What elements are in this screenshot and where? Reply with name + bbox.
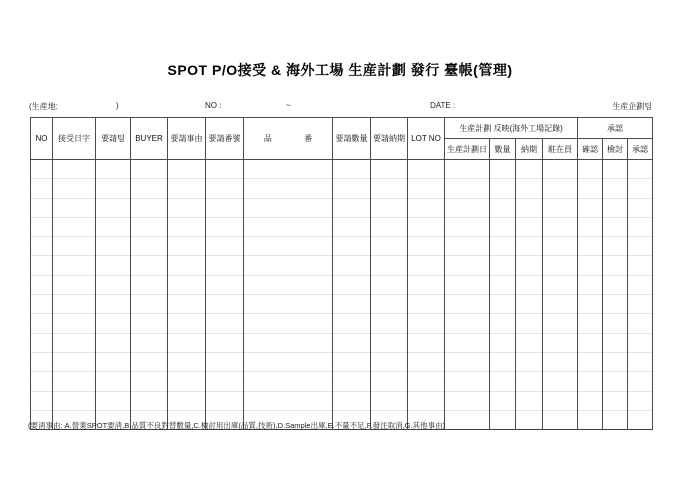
table-cell-empty	[96, 237, 131, 256]
table-cell-empty	[168, 237, 206, 256]
table-cell-empty	[96, 352, 131, 371]
col-header-part-number: 品 番	[244, 118, 333, 160]
table-cell-empty	[53, 352, 96, 371]
table-cell-empty	[244, 198, 333, 217]
table-cell-empty	[578, 198, 603, 217]
table-cell-empty	[516, 295, 543, 314]
table-cell-empty	[371, 179, 408, 198]
table-cell-empty	[31, 372, 53, 391]
table-cell-empty	[490, 256, 516, 275]
table-cell-empty	[578, 372, 603, 391]
table-cell-empty	[371, 391, 408, 410]
table-cell-empty	[333, 160, 371, 179]
table-cell-empty	[543, 352, 578, 371]
table-cell-empty	[96, 217, 131, 236]
col-header-approve: 承認	[628, 139, 653, 160]
col-header-buyer: BUYER	[131, 118, 168, 160]
group-header-production-plan: 生産計劃 反映(海外工場記錄)	[445, 118, 578, 139]
table-cell-empty	[206, 352, 244, 371]
table-cell-empty	[578, 160, 603, 179]
table-cell-empty	[53, 217, 96, 236]
table-cell-empty	[408, 198, 445, 217]
no-label: NO :	[205, 101, 222, 110]
table-cell-empty	[490, 410, 516, 429]
table-cell-empty	[371, 160, 408, 179]
table-cell-empty	[31, 179, 53, 198]
group-header-approval: 承認	[578, 118, 653, 139]
table-cell-empty	[543, 237, 578, 256]
table-cell-empty	[408, 333, 445, 352]
table-cell-empty	[206, 217, 244, 236]
table-row	[31, 352, 653, 371]
table-cell-empty	[490, 352, 516, 371]
table-cell-empty	[490, 372, 516, 391]
table-cell-empty	[168, 275, 206, 294]
table-cell-empty	[31, 352, 53, 371]
table-cell-empty	[96, 198, 131, 217]
col-header-request-qty: 要請數量	[333, 118, 371, 160]
table-cell-empty	[53, 256, 96, 275]
table-cell-empty	[543, 275, 578, 294]
table-cell-empty	[206, 256, 244, 275]
table-cell-empty	[131, 160, 168, 179]
table-cell-empty	[31, 217, 53, 236]
table-cell-empty	[490, 198, 516, 217]
table-cell-empty	[445, 237, 490, 256]
table-cell-empty	[490, 314, 516, 333]
table-cell-empty	[206, 314, 244, 333]
table-cell-empty	[543, 160, 578, 179]
table-cell-empty	[53, 314, 96, 333]
table-cell-empty	[490, 391, 516, 410]
production-site-label: (生産地:	[29, 102, 58, 111]
table-cell-empty	[516, 256, 543, 275]
table-cell-empty	[603, 391, 628, 410]
table-cell-empty	[31, 391, 53, 410]
table-cell-empty	[578, 295, 603, 314]
table-cell-empty	[31, 333, 53, 352]
table-cell-empty	[333, 314, 371, 333]
table-row	[31, 275, 653, 294]
table-cell-empty	[516, 352, 543, 371]
table-cell-empty	[168, 198, 206, 217]
table-cell-empty	[628, 237, 653, 256]
table-cell-empty	[206, 198, 244, 217]
table-cell-empty	[628, 352, 653, 371]
table-cell-empty	[516, 179, 543, 198]
table-cell-empty	[578, 352, 603, 371]
table-cell-empty	[131, 372, 168, 391]
col-header-plan-date: 生産計劃日	[445, 139, 490, 160]
table-cell-empty	[628, 179, 653, 198]
table-cell-empty	[543, 410, 578, 429]
table-cell-empty	[96, 160, 131, 179]
table-cell-empty	[603, 217, 628, 236]
table-cell-empty	[53, 160, 96, 179]
table-cell-empty	[603, 256, 628, 275]
table-cell-empty	[628, 410, 653, 429]
table-cell-empty	[628, 275, 653, 294]
table-cell-empty	[408, 237, 445, 256]
col-header-qty: 數量	[490, 139, 516, 160]
col-header-review: 檢討	[603, 139, 628, 160]
table-cell-empty	[408, 391, 445, 410]
table-cell-empty	[371, 295, 408, 314]
col-header-due: 納期	[516, 139, 543, 160]
table-cell-empty	[31, 160, 53, 179]
table-cell-empty	[628, 314, 653, 333]
table-cell-empty	[445, 391, 490, 410]
table-cell-empty	[516, 237, 543, 256]
table-cell-empty	[333, 275, 371, 294]
table-cell-empty	[445, 217, 490, 236]
table-cell-empty	[31, 237, 53, 256]
dept-label: 生産企劃팀	[612, 102, 652, 111]
table-cell-empty	[168, 217, 206, 236]
table-row	[31, 198, 653, 217]
date-label: DATE :	[430, 101, 456, 110]
col-header-accept-date: 接受日字	[53, 118, 96, 160]
table-cell-empty	[168, 314, 206, 333]
table-cell-empty	[371, 256, 408, 275]
table-cell-empty	[408, 179, 445, 198]
table-cell-empty	[371, 217, 408, 236]
table-cell-empty	[96, 295, 131, 314]
table-cell-empty	[96, 275, 131, 294]
table-cell-empty	[131, 256, 168, 275]
table-cell-empty	[516, 275, 543, 294]
table-cell-empty	[168, 352, 206, 371]
table-cell-empty	[131, 391, 168, 410]
table-cell-empty	[490, 295, 516, 314]
table-cell-empty	[206, 160, 244, 179]
table-cell-empty	[578, 237, 603, 256]
table-cell-empty	[333, 391, 371, 410]
table-cell-empty	[578, 217, 603, 236]
table-cell-empty	[445, 295, 490, 314]
table-cell-empty	[206, 179, 244, 198]
table-cell-empty	[53, 372, 96, 391]
table-cell-empty	[131, 314, 168, 333]
table-cell-empty	[206, 275, 244, 294]
table-row	[31, 237, 653, 256]
table-cell-empty	[516, 217, 543, 236]
table-cell-empty	[333, 198, 371, 217]
table-cell-empty	[516, 333, 543, 352]
table-cell-empty	[628, 391, 653, 410]
col-header-request-number: 要請番號	[206, 118, 244, 160]
table-cell-empty	[31, 275, 53, 294]
table-cell-empty	[516, 160, 543, 179]
table-cell-empty	[131, 237, 168, 256]
col-header-request-due: 要請納期	[371, 118, 408, 160]
table-cell-empty	[168, 295, 206, 314]
table-cell-empty	[244, 237, 333, 256]
table-cell-empty	[333, 256, 371, 275]
table-cell-empty	[516, 372, 543, 391]
table-cell-empty	[408, 256, 445, 275]
table-cell-empty	[96, 256, 131, 275]
table-cell-empty	[408, 314, 445, 333]
table-cell-empty	[578, 179, 603, 198]
table-cell-empty	[603, 314, 628, 333]
table-cell-empty	[244, 352, 333, 371]
table-cell-empty	[628, 160, 653, 179]
table-cell-empty	[96, 314, 131, 333]
table-cell-empty	[408, 275, 445, 294]
table-cell-empty	[371, 237, 408, 256]
table-cell-empty	[131, 275, 168, 294]
footnote: (要淸事由: A.營業SPOT要淸,B.品質不良對替數量,C.檢討用出庫(品質,技術),D.Sample出庫,E.不量不足,F.發注取消,G.其他事由)	[28, 421, 446, 430]
table-cell-empty	[131, 352, 168, 371]
table-cell-empty	[168, 179, 206, 198]
table-cell-empty	[371, 352, 408, 371]
table-cell-empty	[543, 256, 578, 275]
table-cell-empty	[445, 256, 490, 275]
table-cell-empty	[96, 333, 131, 352]
table-cell-empty	[578, 391, 603, 410]
table-cell-empty	[543, 198, 578, 217]
table-cell-empty	[578, 275, 603, 294]
table-row	[31, 256, 653, 275]
table-cell-empty	[408, 160, 445, 179]
table-cell-empty	[445, 372, 490, 391]
table-cell-empty	[516, 314, 543, 333]
table-cell-empty	[543, 179, 578, 198]
table-cell-empty	[168, 372, 206, 391]
col-header-resident: 駐在員	[543, 139, 578, 160]
table-cell-empty	[206, 391, 244, 410]
table-row	[31, 314, 653, 333]
table-cell-empty	[244, 391, 333, 410]
table-cell-empty	[168, 160, 206, 179]
table-cell-empty	[603, 295, 628, 314]
table-cell-empty	[371, 314, 408, 333]
table-cell-empty	[333, 333, 371, 352]
table-header	[31, 118, 653, 160]
table-cell-empty	[603, 410, 628, 429]
table-cell-empty	[244, 333, 333, 352]
col-header-request-team: 要請팀	[96, 118, 131, 160]
table-cell-empty	[603, 237, 628, 256]
table-cell-empty	[543, 295, 578, 314]
table-cell-empty	[578, 410, 603, 429]
table-cell-empty	[628, 295, 653, 314]
table-cell-empty	[371, 198, 408, 217]
table-cell-empty	[445, 410, 490, 429]
table-cell-empty	[445, 333, 490, 352]
table-cell-empty	[206, 372, 244, 391]
table-cell-empty	[371, 372, 408, 391]
table-cell-empty	[408, 372, 445, 391]
table-cell-empty	[603, 179, 628, 198]
table-cell-empty	[244, 179, 333, 198]
table-cell-empty	[543, 333, 578, 352]
table-cell-empty	[31, 198, 53, 217]
table-cell-empty	[244, 314, 333, 333]
table-cell-empty	[628, 372, 653, 391]
table-cell-empty	[543, 391, 578, 410]
table-cell-empty	[131, 295, 168, 314]
table-cell-empty	[206, 237, 244, 256]
table-cell-empty	[168, 333, 206, 352]
table-cell-empty	[603, 198, 628, 217]
col-header-request-reason: 要請事由	[168, 118, 206, 160]
table-cell-empty	[578, 256, 603, 275]
table-cell-empty	[603, 333, 628, 352]
table-cell-empty	[408, 352, 445, 371]
table-cell-empty	[53, 179, 96, 198]
page-title: SPOT P/O接受 & 海外工場 生産計劃 發行 臺帳(管理)	[167, 62, 513, 78]
table-cell-empty	[543, 372, 578, 391]
table-cell-empty	[53, 295, 96, 314]
table-cell-empty	[168, 391, 206, 410]
table-cell-empty	[408, 217, 445, 236]
table-cell-empty	[333, 217, 371, 236]
table-cell-empty	[244, 372, 333, 391]
table-cell-empty	[244, 256, 333, 275]
table-cell-empty	[53, 198, 96, 217]
table-cell-empty	[516, 198, 543, 217]
table-cell-empty	[445, 314, 490, 333]
table-cell-empty	[490, 217, 516, 236]
table-row	[31, 333, 653, 352]
table-cell-empty	[131, 198, 168, 217]
table-cell-empty	[490, 275, 516, 294]
table-row	[31, 179, 653, 198]
table-cell-empty	[516, 391, 543, 410]
table-cell-empty	[543, 217, 578, 236]
table-cell-empty	[96, 372, 131, 391]
table-row	[31, 391, 653, 410]
table-cell-empty	[445, 275, 490, 294]
col-header-confirm: 確認	[578, 139, 603, 160]
production-site-paren: )	[116, 101, 119, 110]
col-header-lot-no: LOT NO	[408, 118, 445, 160]
table-cell-empty	[244, 160, 333, 179]
table-cell-empty	[628, 198, 653, 217]
table-cell-empty	[445, 198, 490, 217]
table-cell-empty	[206, 295, 244, 314]
table-cell-empty	[603, 160, 628, 179]
table-row	[31, 217, 653, 236]
table-cell-empty	[96, 391, 131, 410]
table-cell-empty	[96, 179, 131, 198]
table-row	[31, 295, 653, 314]
table-cell-empty	[53, 237, 96, 256]
table-cell-empty	[628, 256, 653, 275]
ledger-table	[30, 117, 653, 430]
table-cell-empty	[333, 237, 371, 256]
table-cell-empty	[371, 275, 408, 294]
table-cell-empty	[516, 410, 543, 429]
table-cell-empty	[490, 179, 516, 198]
table-cell-empty	[371, 333, 408, 352]
table-cell-empty	[445, 352, 490, 371]
table-cell-empty	[53, 391, 96, 410]
table-cell-empty	[603, 372, 628, 391]
table-cell-empty	[131, 217, 168, 236]
table-cell-empty	[244, 217, 333, 236]
table-body	[31, 160, 653, 430]
table-cell-empty	[53, 275, 96, 294]
table-cell-empty	[31, 295, 53, 314]
table-row	[31, 372, 653, 391]
table-cell-empty	[578, 333, 603, 352]
table-cell-empty	[244, 295, 333, 314]
table-cell-empty	[445, 179, 490, 198]
table-cell-empty	[333, 372, 371, 391]
table-cell-empty	[603, 352, 628, 371]
table-cell-empty	[333, 295, 371, 314]
table-cell-empty	[168, 256, 206, 275]
table-cell-empty	[333, 179, 371, 198]
table-cell-empty	[31, 256, 53, 275]
table-cell-empty	[333, 352, 371, 371]
table-cell-empty	[445, 160, 490, 179]
table-cell-empty	[543, 314, 578, 333]
table-cell-empty	[31, 314, 53, 333]
col-header-no: NO	[31, 118, 53, 160]
table-cell-empty	[490, 333, 516, 352]
table-cell-empty	[131, 333, 168, 352]
table-cell-empty	[408, 295, 445, 314]
table-cell-empty	[628, 217, 653, 236]
table-cell-empty	[628, 333, 653, 352]
table-row	[31, 160, 653, 179]
table-cell-empty	[244, 275, 333, 294]
no-range-tilde: ~	[286, 101, 291, 110]
table-cell-empty	[131, 179, 168, 198]
table-cell-empty	[490, 160, 516, 179]
table-cell-empty	[603, 275, 628, 294]
table-cell-empty	[206, 333, 244, 352]
table-cell-empty	[53, 333, 96, 352]
table-cell-empty	[490, 237, 516, 256]
table-cell-empty	[578, 314, 603, 333]
